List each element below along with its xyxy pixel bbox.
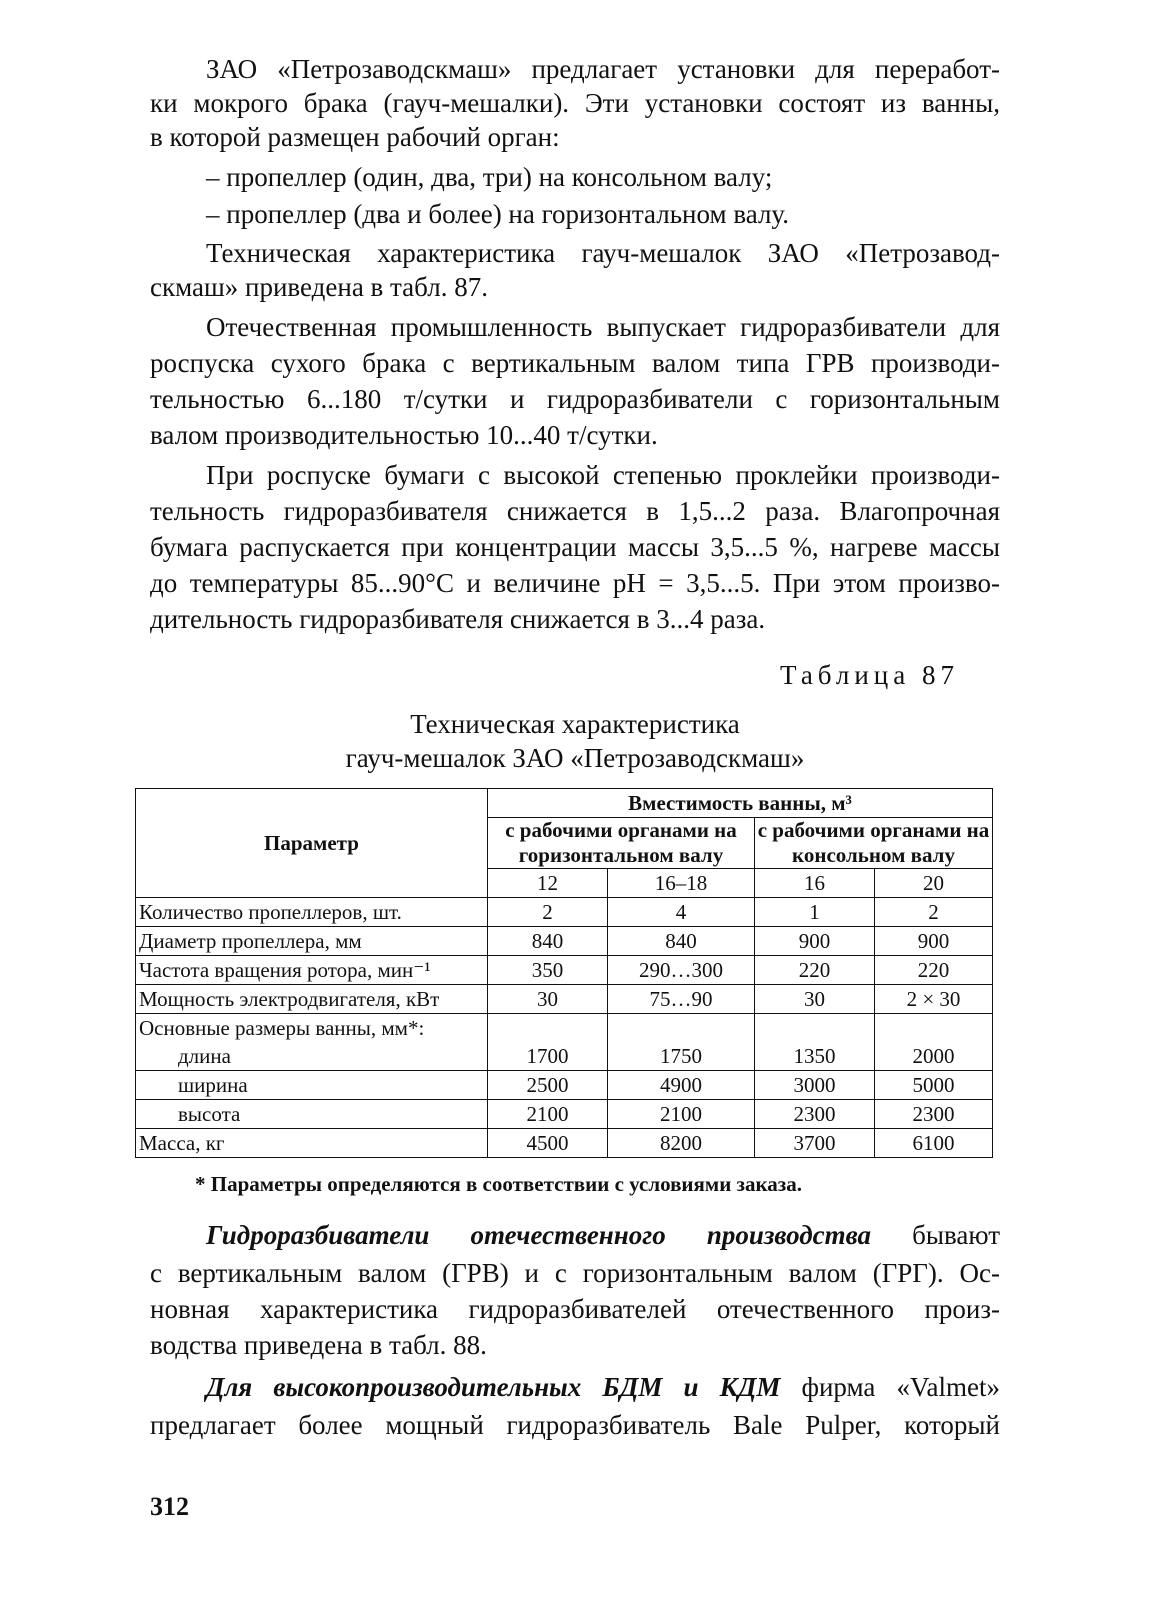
value-cell: 1750 [608, 1042, 755, 1071]
dims-header-cell: Основные размеры ванны, мм*: [136, 1014, 488, 1043]
value-cell: 3700 [755, 1129, 875, 1158]
table-row [136, 898, 993, 927]
text-line: с вертикальным валом (ГРВ) и с горизонтальным валом (ГРГ). Ос- [150, 1258, 1000, 1288]
value-cell: 900 [755, 927, 875, 956]
volume-value: 20 [875, 869, 993, 898]
value-cell: 30 [488, 985, 608, 1014]
empty-cell [608, 1014, 755, 1043]
table-row [136, 985, 993, 1014]
value-cell: 840 [488, 927, 608, 956]
page-number: 312 [150, 1492, 189, 1521]
table-row [136, 1129, 993, 1158]
table-number: Таблица 87 [780, 660, 959, 690]
param-cell: Диаметр пропеллера, мм [136, 927, 488, 956]
param-cell: Мощность электродвигателя, кВт [136, 985, 488, 1014]
volume-value: 12 [488, 869, 608, 898]
value-cell: 2100 [488, 1100, 608, 1129]
value-cell: 220 [875, 956, 993, 985]
group-horizontal-header: с рабочими органами на горизонтальном валу [488, 818, 755, 869]
table-row [136, 1014, 993, 1043]
text-line: тельностью 6...180 т/сутки и гидроразбиватели с горизонтальным [150, 384, 1000, 414]
param-header: Параметр [136, 789, 488, 898]
table-row [136, 956, 993, 985]
value-cell: 8200 [608, 1129, 755, 1158]
text-line: до температуры 85...90°С и величине pH = 3,5...5. При этом произво- [150, 568, 1000, 598]
list-item: – пропеллер (один, два, три) на консольном валу; [206, 162, 773, 192]
table-row [136, 1100, 993, 1129]
volume-value: 16 [755, 869, 875, 898]
value-cell: 2 × 30 [875, 985, 993, 1014]
emphasis-lead: Гидроразбиватели отечественного производства [206, 1220, 872, 1250]
param-cell: Количество пропеллеров, шт. [136, 898, 488, 927]
table-caption: гауч-мешалок ЗАО «Петрозаводскмаш» [345, 743, 805, 773]
text-line: Техническая характеристика гауч-мешалок ЗАО «Петрозавод- [206, 238, 1000, 268]
table-footnote: * Параметры определяются в соответствии с условиями заказа. [195, 1172, 802, 1196]
value-cell: 4500 [488, 1129, 608, 1158]
value-cell: 3000 [755, 1071, 875, 1100]
value-cell: 2300 [755, 1100, 875, 1129]
value-cell: 75…90 [608, 985, 755, 1014]
group-console-header: с рабочими органами на консольном валу [755, 818, 993, 869]
text-line [206, 1218, 1000, 1252]
list-item: – пропеллер (два и более) на горизонтальном валу. [206, 199, 789, 229]
text-line: бумага распускается при концентрации массы 3,5...5 %, нагреве массы [150, 532, 1000, 562]
text-line: тельность гидроразбивателя снижается в 1,5...2 раза. Влагопрочная [150, 496, 1000, 526]
param-cell: длина [136, 1042, 488, 1071]
text-line [206, 1370, 1000, 1404]
value-cell: 2500 [488, 1071, 608, 1100]
param-cell: Частота вращения ротора, мин⁻¹ [136, 956, 488, 985]
value-cell: 900 [875, 927, 993, 956]
text-line: скмаш» приведена в табл. 87. [150, 272, 488, 302]
value-cell: 2300 [875, 1100, 993, 1129]
text-line: ки мокрого брака (гауч-мешалки). Эти установки состоят из ванны, [150, 88, 1000, 118]
value-cell: 1 [755, 898, 875, 927]
value-cell: 5000 [875, 1071, 993, 1100]
param-cell: ширина [136, 1071, 488, 1100]
text-line: предлагает более мощный гидроразбиватель Bale Pulper, который [150, 1410, 1000, 1440]
param-cell: высота [136, 1100, 488, 1129]
value-cell: 220 [755, 956, 875, 985]
value-cell: 4 [608, 898, 755, 927]
empty-cell [488, 1014, 608, 1043]
table-row [136, 1042, 993, 1071]
volume-header: Вместимость ванны, м³ [488, 789, 993, 818]
value-cell: 2 [488, 898, 608, 927]
text-line: ЗАО «Петрозаводскмаш» предлагает установки для переработ- [206, 54, 1000, 84]
empty-cell [755, 1014, 875, 1043]
text-line: в которой размещен рабочий орган: [150, 122, 560, 152]
text-line: Отечественная промышленность выпускает гидроразбиватели для [206, 312, 1000, 342]
text-line: новная характеристика гидроразбивателей отечественного произ- [150, 1294, 1000, 1324]
text-run: бывают [871, 1220, 1000, 1250]
text-line: водства приведена в табл. 88. [150, 1330, 487, 1360]
value-cell: 2100 [608, 1100, 755, 1129]
emphasis-lead: Для высокопроизводительных БДМ и КДМ [206, 1372, 781, 1402]
value-cell: 2 [875, 898, 993, 927]
value-cell: 840 [608, 927, 755, 956]
text-line: роспуска сухого брака с вертикальным валом типа ГРВ производи- [150, 348, 1000, 378]
volume-value: 16–18 [608, 869, 755, 898]
value-cell: 6100 [875, 1129, 993, 1158]
value-cell: 350 [488, 956, 608, 985]
value-cell: 1350 [755, 1042, 875, 1071]
value-cell: 1700 [488, 1042, 608, 1071]
text-run: фирма «Valmet» [780, 1372, 1000, 1402]
value-cell: 2000 [875, 1042, 993, 1071]
table-caption: Техническая характеристика [410, 709, 740, 739]
text-line: дительность гидроразбивателя снижается в 3...4 раза. [150, 604, 766, 634]
value-cell: 30 [755, 985, 875, 1014]
param-cell: Масса, кг [136, 1129, 488, 1158]
table-row [136, 927, 993, 956]
empty-cell [875, 1014, 993, 1043]
table-row [136, 1071, 993, 1100]
value-cell: 4900 [608, 1071, 755, 1100]
value-cell: 290…300 [608, 956, 755, 985]
text-line: При роспуске бумаги с высокой степенью проклейки производи- [206, 460, 1000, 490]
spec-table [135, 788, 993, 1158]
text-line: валом производительностью 10...40 т/сутки. [150, 420, 658, 450]
